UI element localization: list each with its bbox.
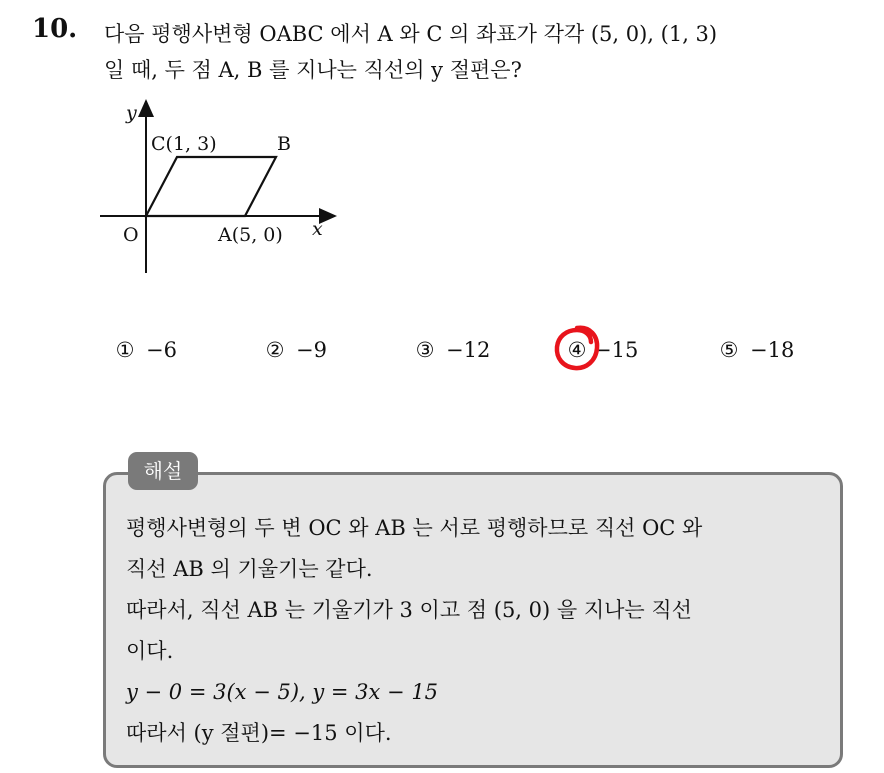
solution-line-1: 평행사변형의 두 변 OC 와 AB 는 서로 평행하므로 직선 OC 와 [126, 516, 703, 540]
solution-equation: y − 0 = 3(x − 5), y = 3x − 15 [126, 680, 439, 704]
solution-tag: 해설 [128, 452, 198, 490]
question-line-2: 일 때, 두 점 A, B 를 지나는 직선의 y 절편은? [104, 58, 522, 82]
selected-answer-circle-icon [550, 320, 604, 376]
choice-5[interactable] [716, 338, 794, 362]
parallelogram-diagram [95, 95, 345, 280]
question-line-1: 다음 평행사변형 OABC 에서 A 와 C 의 좌표가 각각 (5, 0), (1, 3) [104, 22, 718, 46]
solution-conclusion: 따라서 (y 절편)= −15 이다. [126, 721, 392, 745]
choice-1[interactable] [112, 338, 177, 362]
solution-text [126, 508, 836, 754]
choice-5-mark: ⑤ [719, 338, 739, 362]
choice-2-value: −9 [296, 338, 327, 362]
x-axis-label: x [312, 218, 323, 240]
point-a-label: A(5, 0) [218, 224, 283, 246]
choice-3-value: −12 [446, 338, 491, 362]
choice-5-value: −18 [750, 338, 795, 362]
solution-line-4: 이다. [126, 639, 174, 663]
question-number: 10. [32, 14, 78, 44]
answer-choices [112, 338, 852, 372]
solution-line-2: 직선 AB 의 기울기는 같다. [126, 557, 373, 581]
y-axis-label: y [126, 102, 137, 124]
choice-4-value: −15 [594, 338, 639, 362]
origin-label: O [123, 224, 139, 246]
choice-2-mark: ② [265, 338, 285, 362]
choice-1-mark: ① [115, 338, 135, 362]
question-text [104, 16, 874, 88]
choice-1-value: −6 [146, 338, 177, 362]
parallelogram-oabc [146, 157, 276, 216]
choice-3-mark: ③ [415, 338, 435, 362]
choice-4-mark: ④ [567, 338, 587, 362]
solution-line-3: 따라서, 직선 AB 는 기울기가 3 이고 점 (5, 0) 을 지나는 직선 [126, 598, 692, 622]
choice-2[interactable] [262, 338, 327, 362]
point-c-label: C(1, 3) [151, 133, 217, 155]
choice-3[interactable] [412, 338, 490, 362]
point-b-label: B [277, 133, 291, 155]
